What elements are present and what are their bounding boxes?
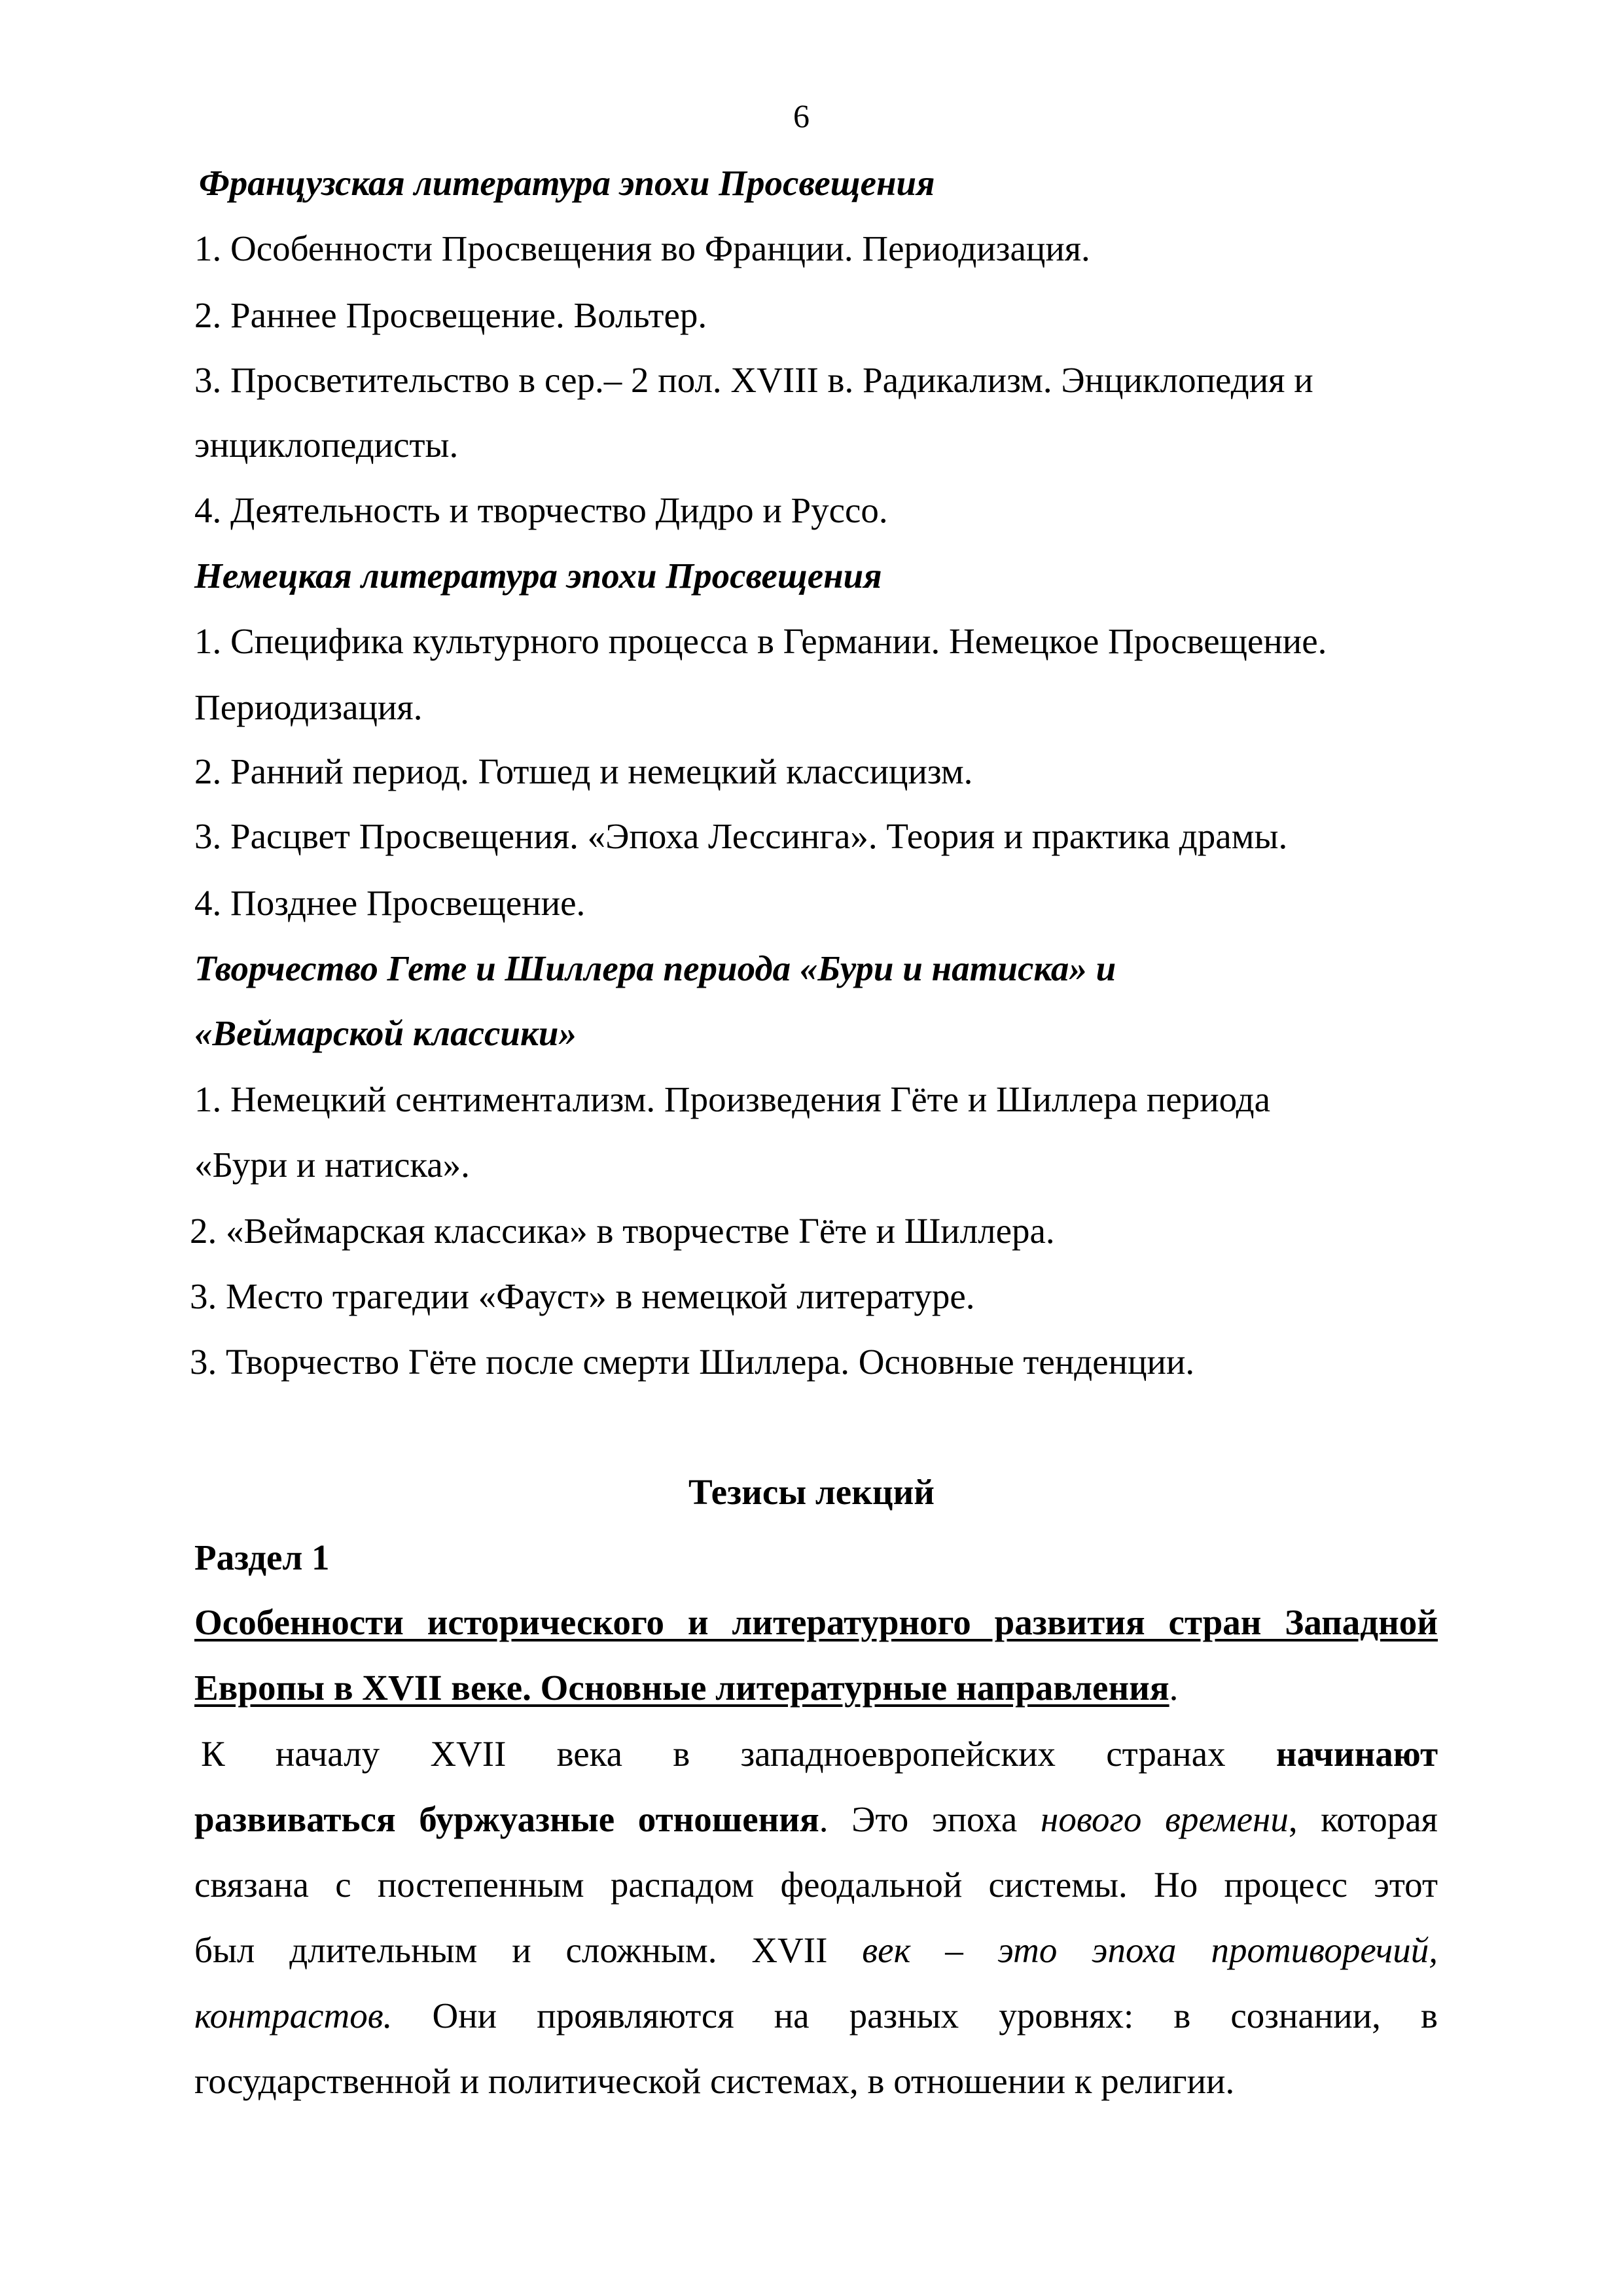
list-item: 4. Деятельность и творчество Дидро и Руссо. — [194, 490, 888, 530]
topic-heading-end: . — [1169, 1668, 1179, 1708]
list-item: 3. Просветительство в сер.– 2 пол. XVIII в. Радикализм. Энциклопедия и — [194, 360, 1313, 400]
paragraph-line: К началу XVII века в западноевропейских странах начинают — [201, 1734, 1438, 1774]
paragraph-line: контрастов. Они проявляются на разных уровнях: в сознании, в — [194, 1996, 1438, 2036]
page-number: 6 — [793, 98, 810, 134]
topic-heading-text: Европы в XVII веке. Основные литературные направления — [194, 1668, 1169, 1708]
topic-heading-line1: Особенности исторического и литературного развития стран Западной — [194, 1602, 1438, 1642]
paragraph-line-last: государственной и политической системах, в отношении к религии. — [194, 2061, 1235, 2101]
section-heading-goethe-schiller: Творчество Гете и Шиллера периода «Бури и натиска» и — [194, 948, 1116, 988]
list-item: «Бури и натиска». — [194, 1145, 470, 1185]
list-item: 3. Место трагедии «Фауст» в немецкой литературе. — [190, 1276, 975, 1316]
paragraph-line: связана с постепенным распадом феодальной системы. Но процесс этот — [194, 1865, 1438, 1905]
list-item: энциклопедисты. — [194, 425, 459, 465]
list-item: 2. Раннее Просвещение. Вольтер. — [194, 295, 707, 335]
paragraph-line: был длительным и сложным. XVII век – это эпоха противоречий, — [194, 1930, 1438, 1970]
section-heading-french: Французская литература эпохи Просвещения — [199, 163, 935, 203]
section-heading-german: Немецкая литература эпохи Просвещения — [194, 556, 882, 596]
list-item: 1. Специфика культурного процесса в Германии. Немецкое Просвещение. — [194, 621, 1327, 661]
topic-heading-line2 — [194, 1670, 1178, 1706]
list-item: Периодизация. — [194, 687, 423, 727]
section-heading-goethe-schiller-cont: «Веймарской классики» — [194, 1013, 577, 1053]
list-item: 1. Особенности Просвещения во Франции. Периодизация. — [194, 228, 1090, 268]
list-item: 4. Позднее Просвещение. — [194, 883, 586, 923]
list-item: 1. Немецкий сентиментализм. Произведения Гёте и Шиллера периода — [194, 1079, 1270, 1119]
list-item: 3. Расцвет Просвещения. «Эпоха Лессинга». Теория и практика драмы. — [194, 816, 1288, 856]
paragraph-line: развиваться буржуазные отношения. Это эпоха нового времени, которая — [194, 1799, 1438, 1839]
list-item: 2. Ранний период. Готшед и немецкий классицизм. — [194, 751, 973, 791]
lectures-title: Тезисы лекций — [688, 1472, 935, 1512]
section-label: Раздел 1 — [194, 1537, 330, 1577]
list-item: 2. «Веймарская классика» в творчестве Гёте и Шиллера. — [190, 1211, 1055, 1251]
list-item: 3. Творчество Гёте после смерти Шиллера. Основные тенденции. — [190, 1342, 1195, 1382]
